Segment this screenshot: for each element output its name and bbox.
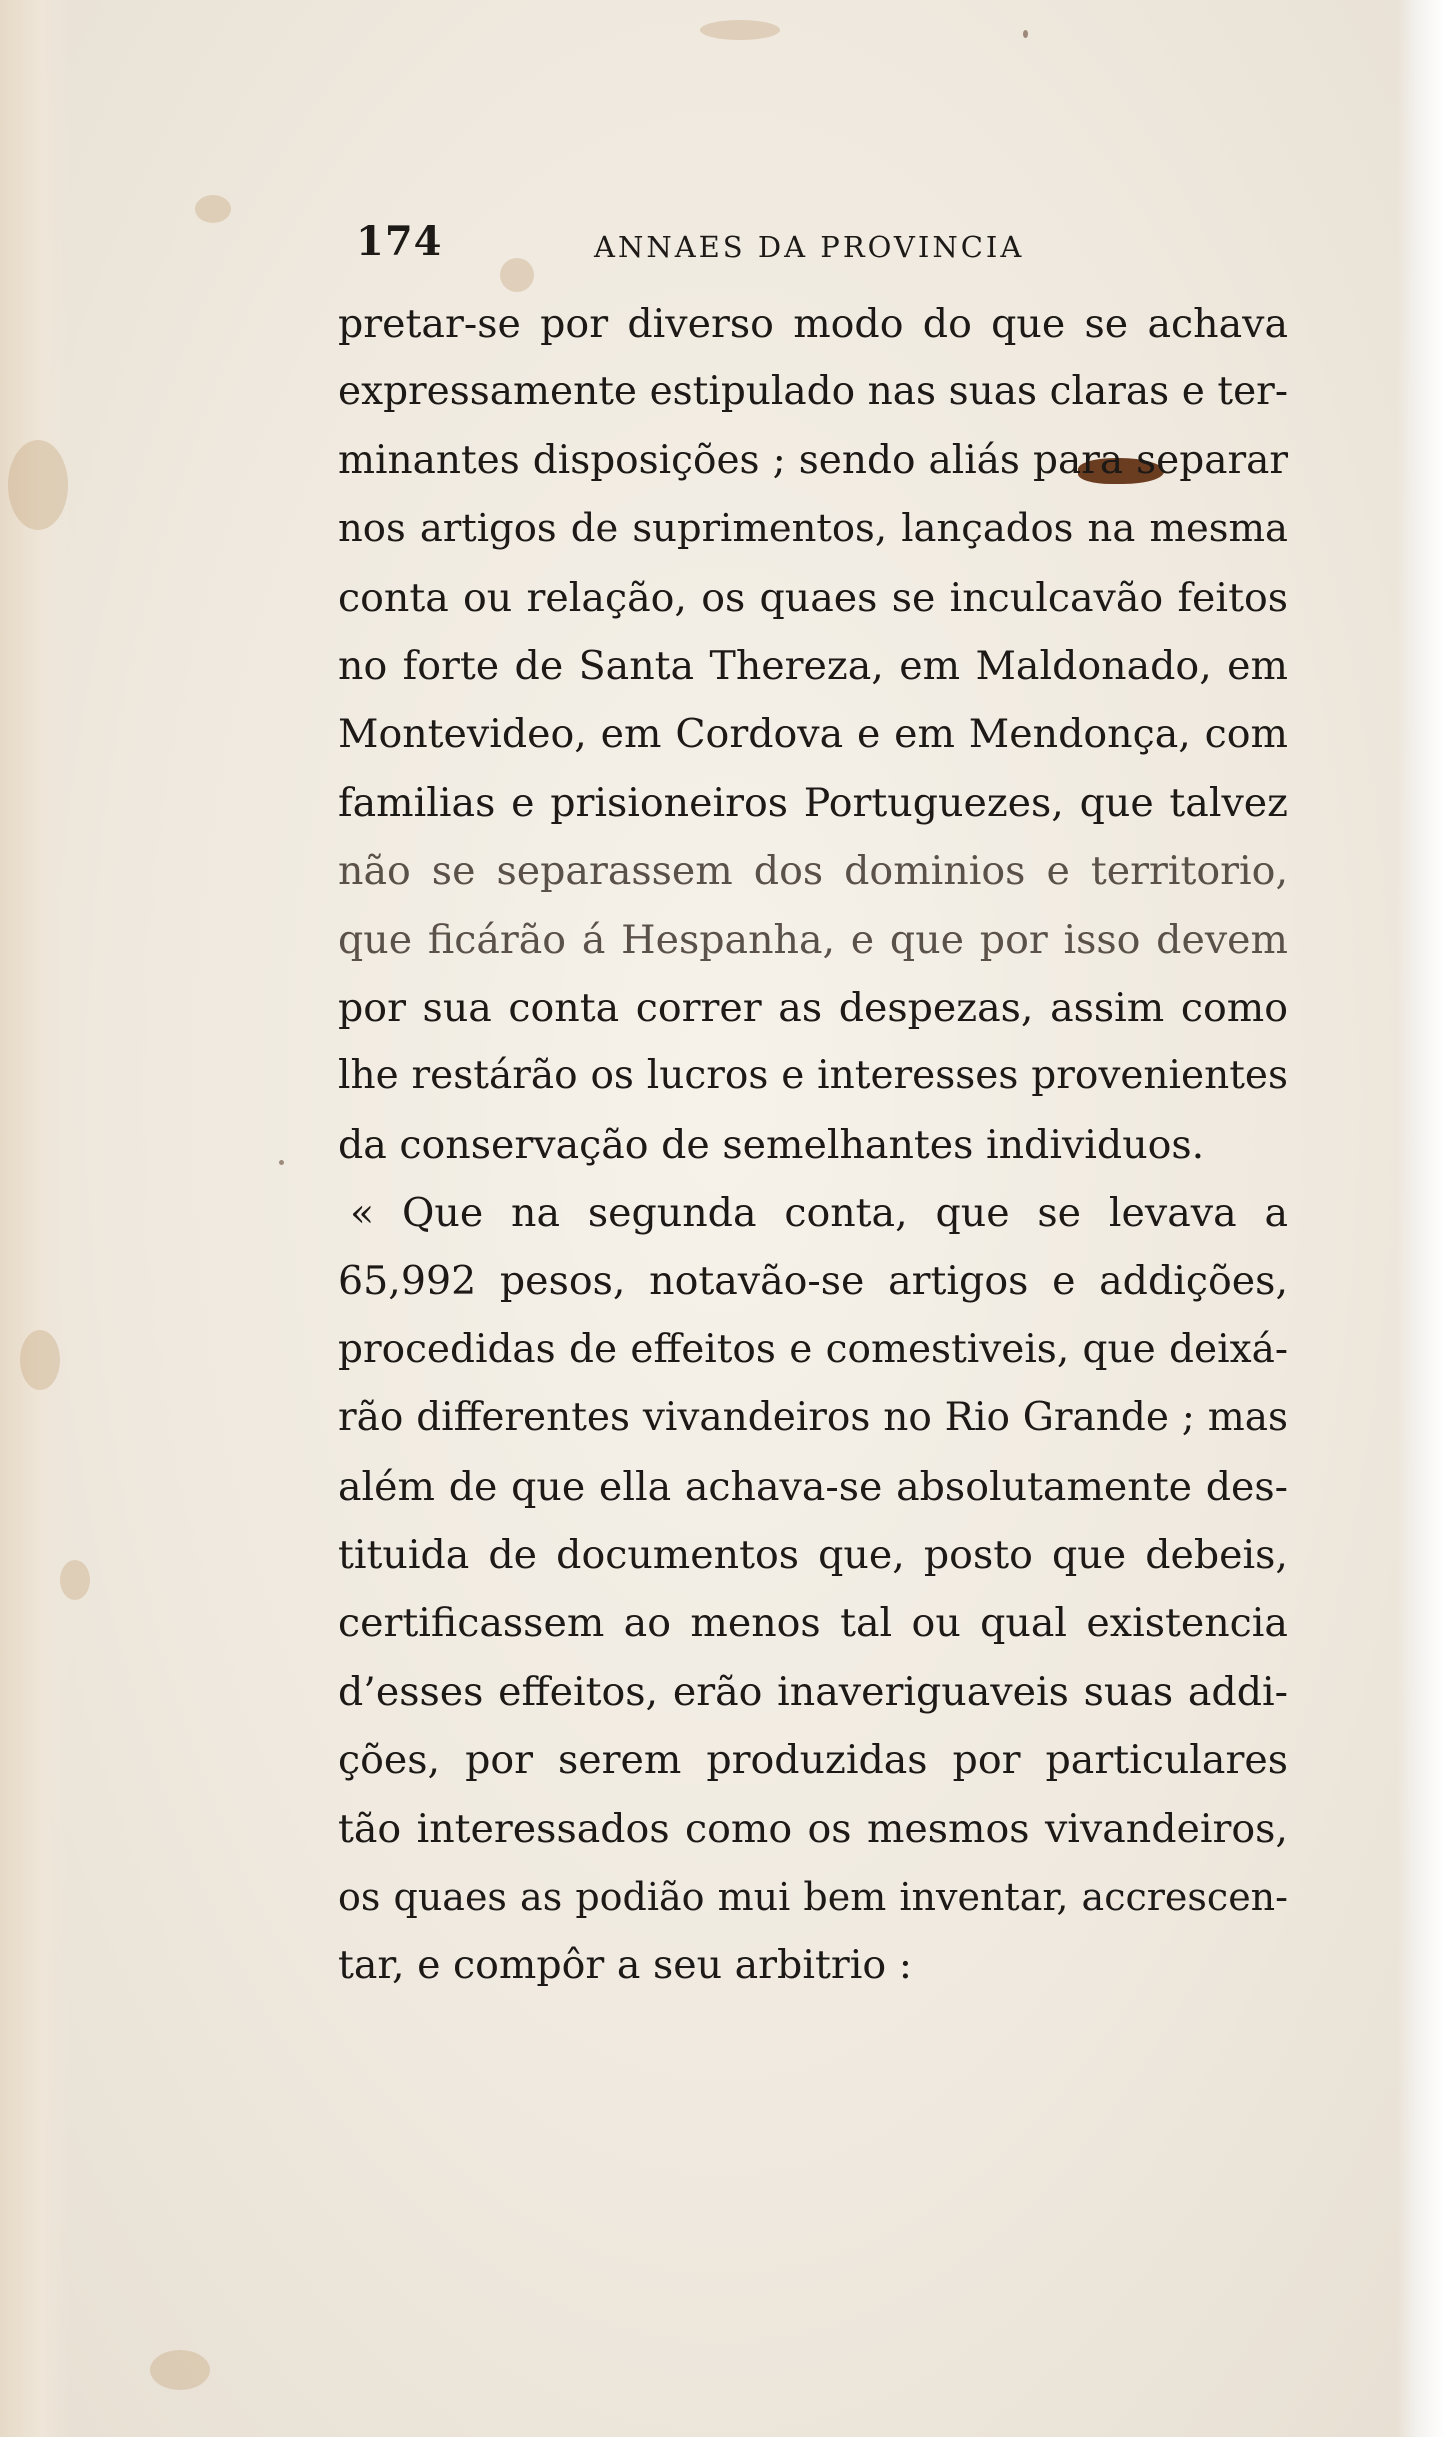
text-line: ções, por serem produzidas por particulares <box>338 1737 1288 1784</box>
text-line: expressamente estipulado nas suas claras e ter- <box>338 369 1288 415</box>
running-title: ANNAES DA PROVINCIA <box>594 230 1025 264</box>
text-line: que ficárão á Hespanha, e que por isso devem <box>338 916 1288 963</box>
text-line: tão interessados como os mesmos vivandeiros, <box>338 1805 1288 1852</box>
text-line: não se separassem dos dominios e territorio, <box>338 848 1288 895</box>
text-line: 65,992 pesos, notavão-se artigos e addições, <box>338 1258 1288 1305</box>
body-text <box>338 290 1288 2000</box>
text-line: pretar-se por diverso modo do que se achava <box>338 301 1288 347</box>
foxing-stain <box>150 2350 210 2390</box>
page-gutter-shadow <box>0 0 70 2437</box>
text-line: familias e prisioneiros Portuguezes, que talvez <box>338 779 1288 826</box>
text-line: certificassem ao menos tal ou qual existencia <box>338 1600 1288 1647</box>
text-line: d’esses effeitos, erão inaveriguaveis suas addi- <box>338 1668 1288 1715</box>
page-number: 174 <box>356 218 443 265</box>
text-line: os quaes as podião mui bem inventar, accrescen- <box>338 1874 1288 1919</box>
text-line: « Que na segunda conta, que se levava a <box>350 1190 1288 1237</box>
text-line: minantes disposições ; sendo aliás para separar <box>338 437 1288 483</box>
text-line: rão differentes vivandeiros no Rio Grande ; mas <box>338 1395 1288 1441</box>
text-line: da conservação de semelhantes individuos. <box>338 1121 1205 1168</box>
foxing-stain <box>8 440 68 530</box>
text-line: Montevideo, em Cordova e em Mendonça, com <box>338 711 1288 758</box>
text-line: nos artigos de suprimentos, lançados na mesma <box>338 506 1288 552</box>
foxing-stain <box>700 20 780 40</box>
text-line: por sua conta correr as despezas, assim como <box>338 984 1288 1031</box>
page-header <box>356 218 1286 278</box>
text-line: conta ou relação, os quaes se inculcavão feitos <box>338 574 1288 621</box>
ink-speck <box>279 1160 284 1165</box>
text-line: no forte de Santa Thereza, em Maldonado, em <box>338 642 1288 689</box>
foxing-stain <box>195 195 231 223</box>
page-right-edge <box>1397 0 1445 2437</box>
text-line: tituida de documentos que, posto que debeis, <box>338 1532 1288 1579</box>
foxing-stain <box>20 1330 60 1390</box>
text-line: lhe restárão os lucros e interesses provenientes <box>338 1053 1288 1099</box>
ink-speck <box>1023 30 1028 38</box>
text-line: além de que ella achava-se absolutamente des- <box>338 1463 1288 1510</box>
foxing-stain <box>60 1560 90 1600</box>
text-line: procedidas de effeitos e comestiveis, que deixá- <box>338 1326 1288 1372</box>
text-line: tar, e compôr a seu arbitrio : <box>338 1942 913 1989</box>
